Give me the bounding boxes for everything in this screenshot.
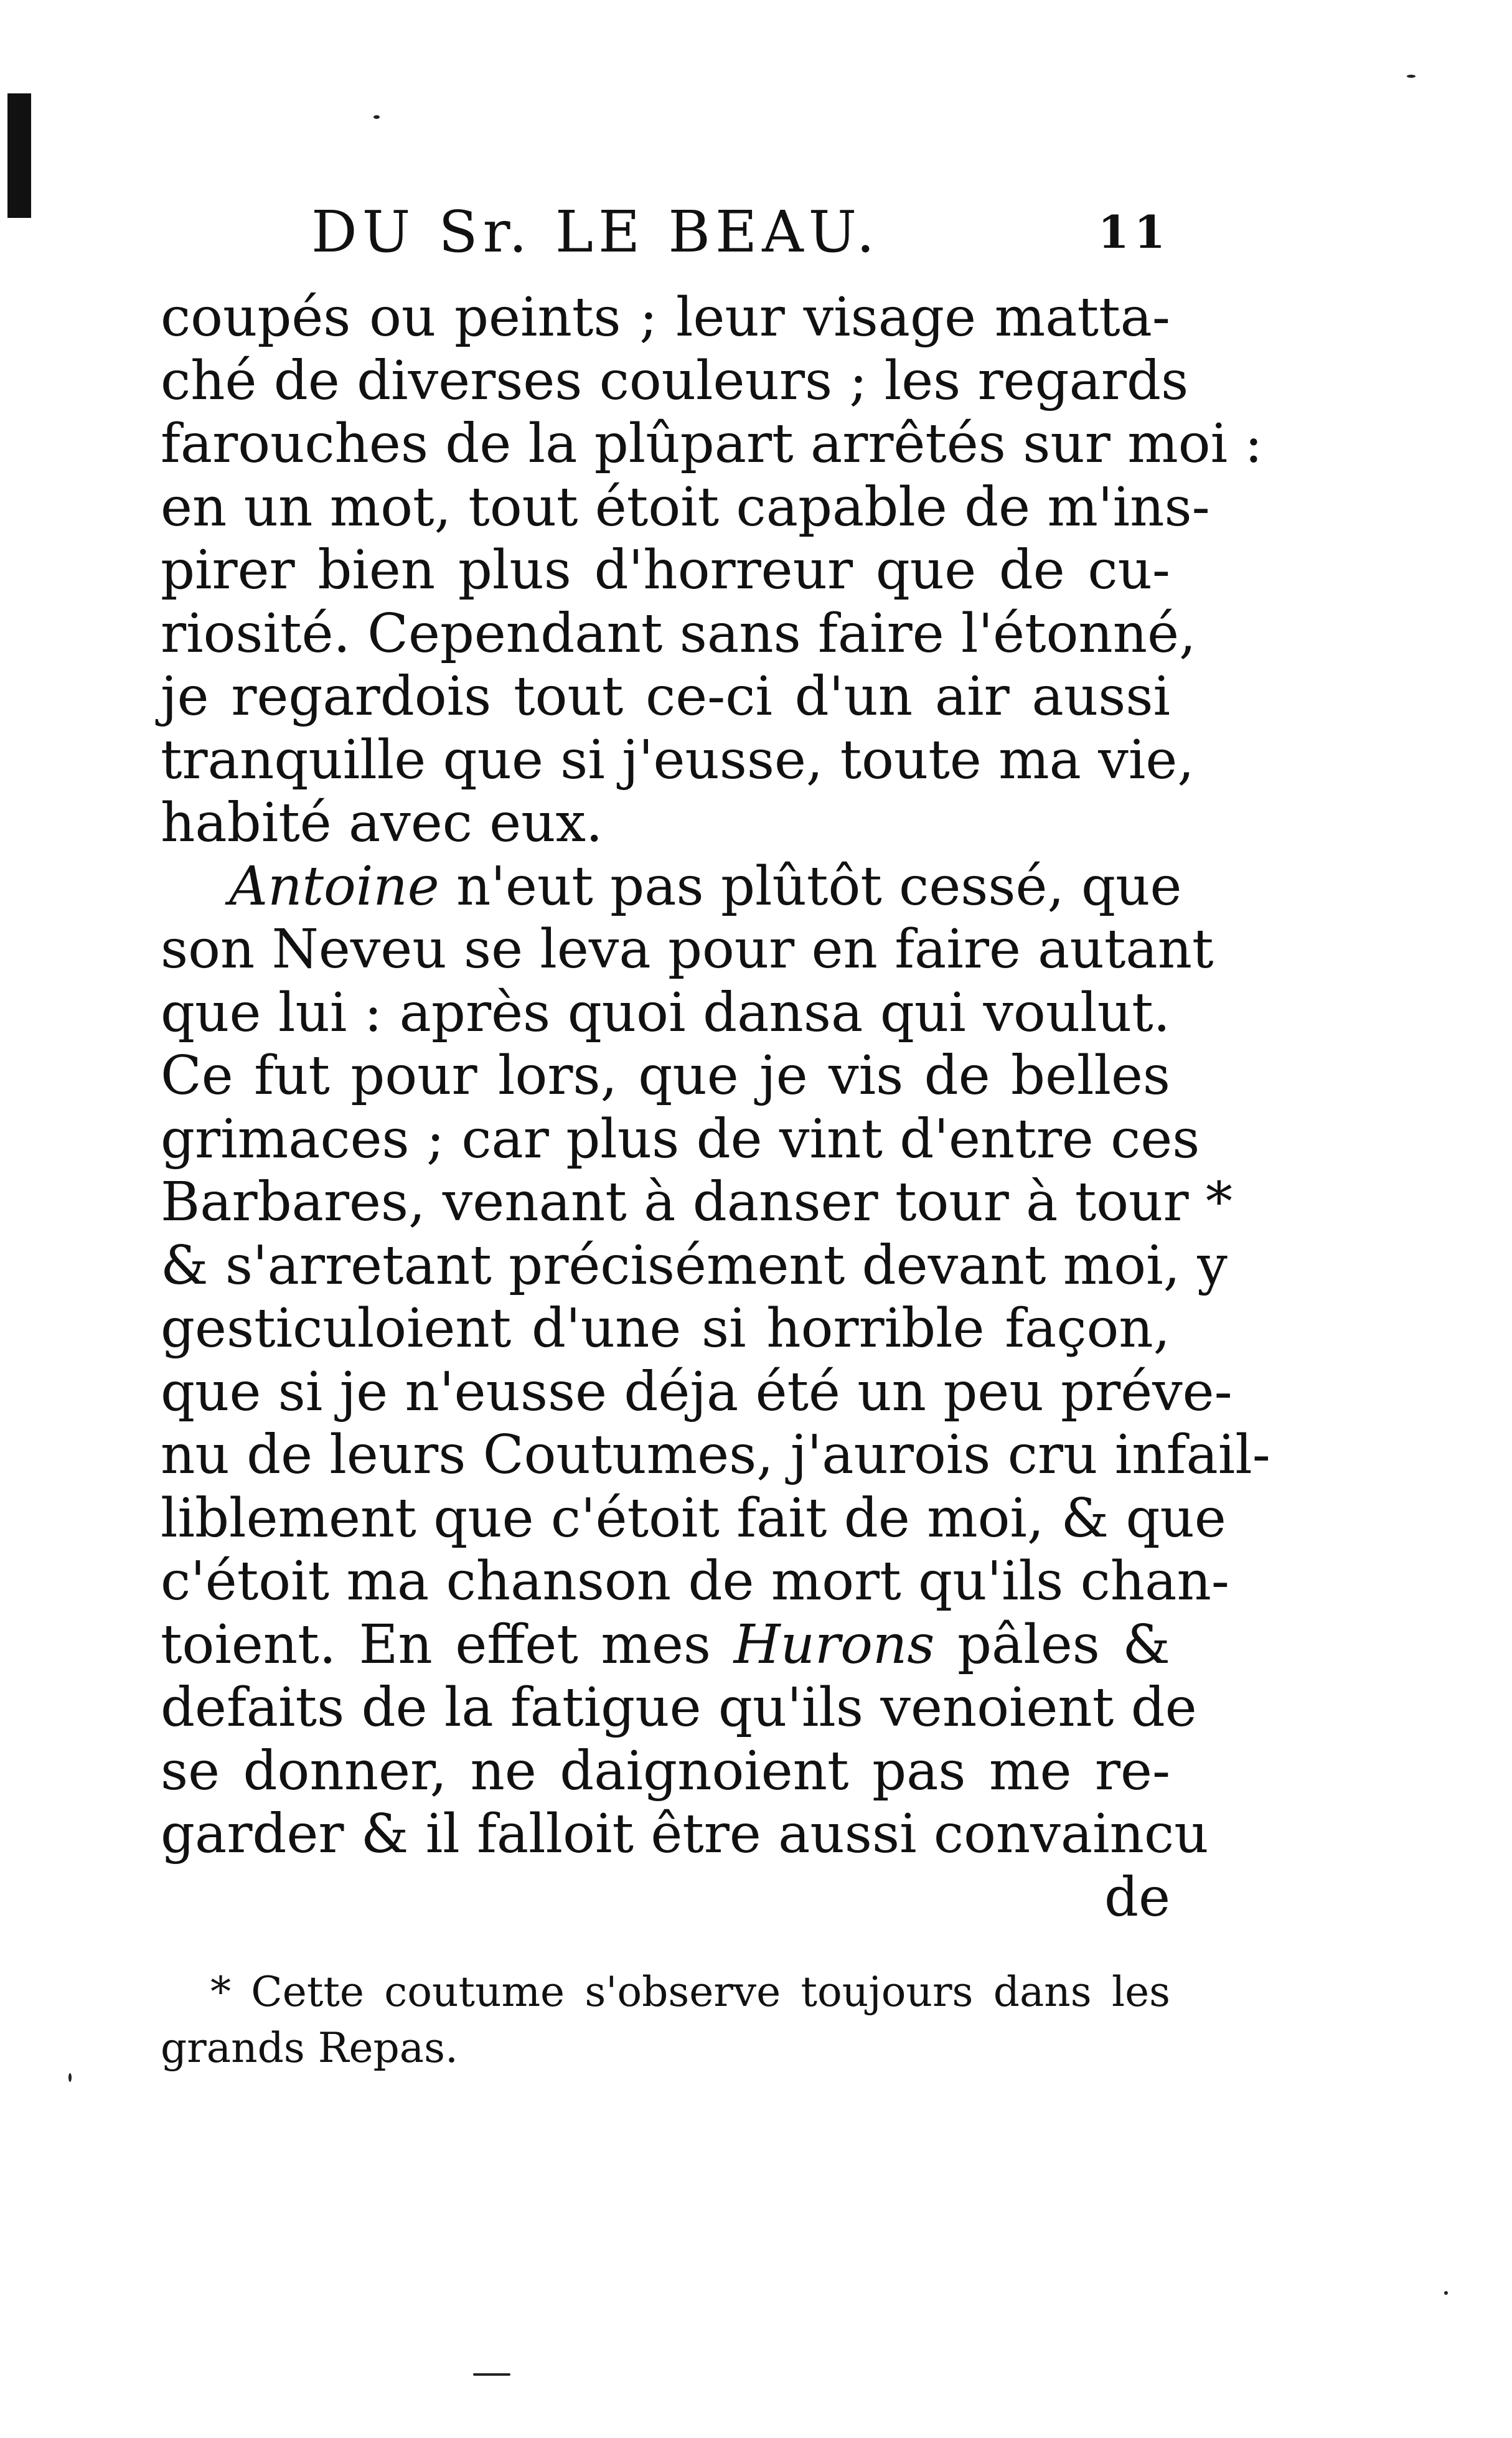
text-line: ché de diverses couleurs ; les regards — [161, 349, 1189, 412]
footnote-line: grands Repas. — [161, 2024, 458, 2072]
text-line: coupés ou peints ; leur visage matta- — [161, 286, 1170, 349]
running-head-title: DU Sr. LE BEAU. — [311, 199, 880, 265]
ink-speck — [1407, 75, 1416, 78]
footnote-line: * Cette coutume s'observe toujours dans les — [210, 1968, 1170, 2016]
text-line: riosité. Cependant sans faire l'étonné, — [161, 602, 1196, 665]
paragraph-start-line — [161, 855, 1182, 919]
text-line: habité avec eux. — [161, 792, 603, 854]
running-head — [311, 198, 1170, 266]
text-fragment: pâles & — [957, 1613, 1170, 1676]
text-line: nu de leurs Coutumes, j'aurois cru infail- — [161, 1424, 1270, 1486]
word-hurons: Hurons — [733, 1613, 935, 1676]
text-line: en un mot, tout étoit capable de m'ins- — [161, 476, 1210, 539]
ink-speck — [473, 2373, 510, 2376]
text-line: que si je n'eusse déja été un peu préve- — [161, 1360, 1233, 1423]
text-line: & s'arretant précisément devant moi, y — [161, 1234, 1228, 1297]
text-line: son Neveu se leva pour en faire autant — [161, 918, 1214, 981]
text-line: garder & il falloit être aussi convaincu — [161, 1803, 1209, 1865]
text-line: je regardois tout ce-ci d'un air aussi — [161, 666, 1170, 728]
text-line: que lui : après quoi dansa qui voulut. — [161, 981, 1170, 1044]
mixed-line — [161, 1614, 1170, 1677]
text-line: pirer bien plus d'horreur que de cu- — [161, 539, 1170, 601]
text-line: defaits de la fatigue qu'ils venoient de — [161, 1677, 1197, 1739]
text-line: liblement que c'étoit fait de moi, & que — [161, 1487, 1226, 1550]
text-line: farouches de la plûpart arrêtés sur moi : — [161, 413, 1263, 475]
ink-speck — [1444, 2291, 1448, 2295]
text-line: grimaces ; car plus de vint d'entre ces — [161, 1108, 1200, 1170]
body-text — [161, 286, 1270, 1929]
text-line: c'étoit ma chanson de mort qu'ils chan- — [161, 1550, 1229, 1612]
catchword: de — [1104, 1866, 1170, 1929]
name-antoine: Antoine — [229, 855, 439, 918]
page-number: 11 — [1097, 205, 1170, 258]
text-line: tranquille que si j'eusse, toute ma vie, — [161, 728, 1195, 791]
text-line: Barbares, venant à danser tour à tour * — [161, 1171, 1233, 1233]
ink-speck — [68, 2073, 72, 2082]
footnote — [161, 1964, 1170, 2076]
ink-speck — [373, 115, 380, 119]
text-line: gesticuloient d'une si horrible façon, — [161, 1297, 1170, 1360]
text-fragment: toient. En effet mes — [161, 1613, 711, 1676]
text-fragment: n'eut pas plûtôt cessé, que — [456, 855, 1182, 918]
text-line: Ce fut pour lors, que je vis de belles — [161, 1045, 1170, 1107]
text-line: se donner, ne daignoient pas me re- — [161, 1739, 1170, 1802]
scan-edge-mark — [7, 93, 31, 218]
